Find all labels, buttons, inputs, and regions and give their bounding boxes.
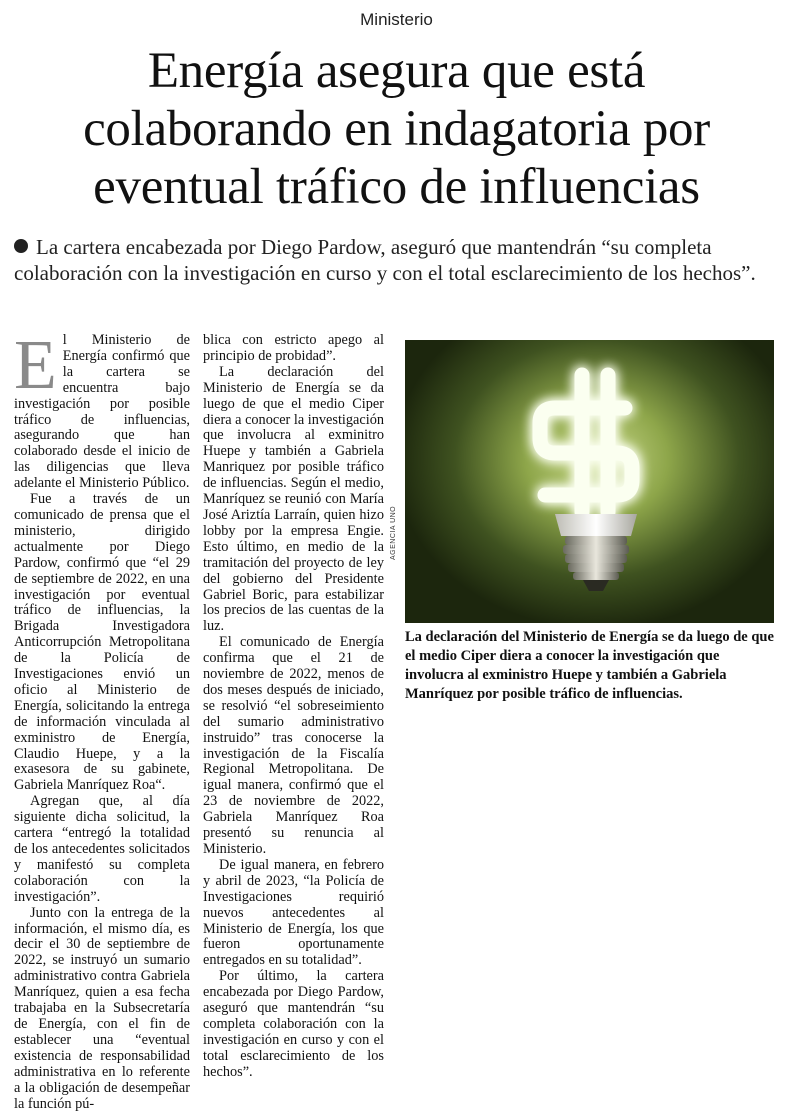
paragraph: Fue a través de un comunicado de prensa que el ministerio, dirigido actualmente por Diego Pardow, confirmó que “el 29 de septiembre de 2022, en una investigación por eventual tráfico de influencias, la Brigada Investigadora Anticorrupción Metropolitana de la Policía de Investigaciones envió un oficio al Ministerio de Energía, solicitando la entrega de información vinculada al exministro de Energía, Claudio Huepe, y a la exasesora de su gabinete, Gabriela Manríquez Roa“. bbox=[14, 491, 190, 794]
photo-caption: La declaración del Ministerio de Energía se da luego de que el medio Ciper diera a conocer la investigación que involucra al exministro Huepe y también a Gabriela Manríquez por posible tráfico de influencias. bbox=[405, 629, 774, 702]
section-label: Ministerio bbox=[360, 10, 433, 29]
headline: Energía asegura que está colaborando en indagatoria por eventual tráfico de influencias bbox=[83, 43, 710, 215]
lightbulb-dollar-photo bbox=[405, 340, 774, 623]
paragraph: Agregan que, al día siguiente dicha solicitud, la cartera “entregó la totalidad de los antecedentes solicitados y manifestó su completa colaboración con la investigación”. bbox=[14, 793, 190, 905]
paragraph: l Ministerio de Energía confirmó que la cartera se encuentra bajo investigación por posible tráfico de influencias, asegurando que han colaborado desde el inicio de las diligencias que lleva adelante el Ministerio Público. bbox=[14, 332, 190, 492]
photo-credit: AGENCIA UNO bbox=[390, 505, 397, 560]
paragraph: El comunicado de Energía confirma que el 21 de noviembre de 2022, menos de dos meses después de iniciado, se resolvió “el sobreseimiento del sumario administrativo instruido” tras conocerse la investigación de la Fiscalía Regional Metropolitana. De igual manera, confirmó que el 23 de noviembre de 2022, Gabriela Manríquez Roa presentó su renuncia al Ministerio. bbox=[203, 634, 384, 857]
paragraph: La declaración del Ministerio de Energía se da luego de que el medio Ciper diera a conocer la investigación que involucra al exminitro Huepe y también a Gabriela Manriquez por posible tráfico de influencias. Según el medio, Manríquez se reunió con María José Ariztía Larraín, quien hizo lobby por la empresa Engie. Esto último, en medio de la tramitación del proyecto de ley del gobierno del Presidente Gabriel Boric, para estabilizar los precios de las cuentas de la luz. bbox=[203, 363, 385, 635]
drop-cap: E bbox=[14, 327, 57, 404]
paragraph: De igual manera, en febrero y abril de 2023, “la Policía de Investigaciones requirió nuevos antecedentes al Ministerio de Energía, los que fueron oportunamente entregados en su totalidad”. bbox=[203, 856, 384, 969]
paragraph: blica con estricto apego al principio de probidad”. bbox=[203, 332, 384, 364]
article-column-2 bbox=[203, 333, 384, 1081]
article-column-1 bbox=[14, 327, 190, 1112]
lead-text: La cartera encabezada por Diego Pardow, aseguró que mantendrán “su completa colaboración con la investigación en curso y con el total esclarecimiento de los hechos”. bbox=[14, 235, 756, 285]
paragraph: Por último, la cartera encabezada por Diego Pardow, aseguró que mantendrán “su completa colaboración con la investigación en curso y con el total esclarecimiento de los hechos”. bbox=[203, 968, 384, 1080]
bullet-icon bbox=[14, 239, 28, 253]
dollar-bulb-illustration bbox=[405, 340, 774, 623]
lead-paragraph bbox=[14, 234, 778, 286]
paragraph: Junto con la entrega de la información, el mismo día, es decir el 30 de septiembre de 2022, se instruyó un sumario administrativo contra Gabriela Manríquez, quien a esa fecha trabajaba en la Subsecretaría de Energía, con el fin de establecer una “eventual existencia de responsabilidad administrativa en lo referente a la obligación de desempeñar la función pú- bbox=[14, 904, 190, 1112]
